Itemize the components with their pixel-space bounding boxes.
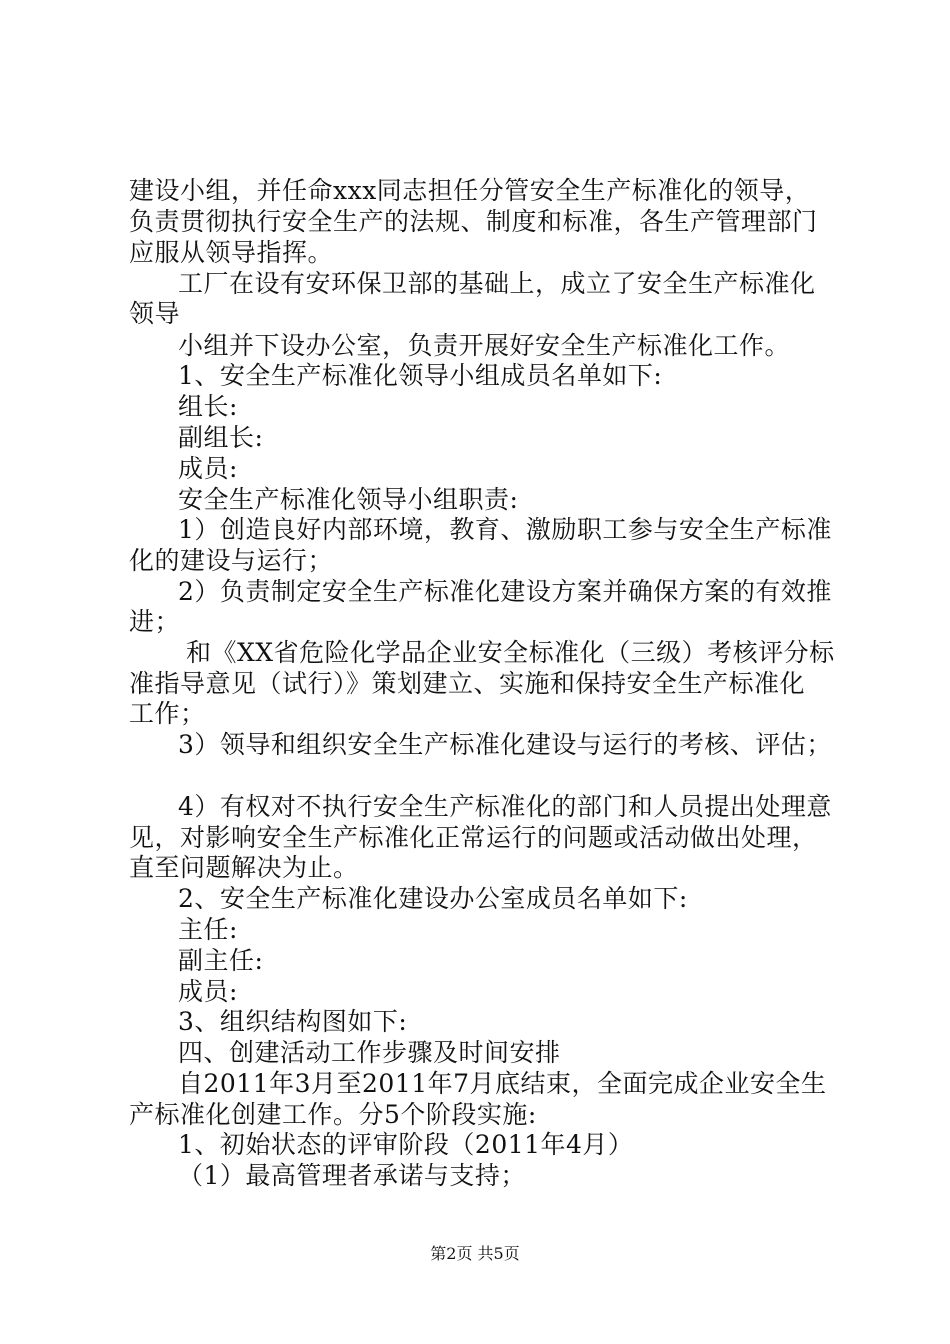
body-text-line: 4）有权对不执行安全生产标准化的部门和人员提出处理意 bbox=[178, 792, 832, 821]
body-text-line: 直至问题解决为止。 bbox=[129, 853, 359, 882]
body-text-line: 建设小组，并任命xxx同志担任分管安全生产标准化的领导， bbox=[129, 176, 811, 205]
body-text-line: 自2011年3月至2011年7月底结束，全面完成企业安全生 bbox=[178, 1069, 827, 1098]
body-text-line: 领导 bbox=[129, 299, 181, 328]
page-number-footer: 第2页 共5页 bbox=[430, 1244, 520, 1263]
body-text-line: 主任: bbox=[178, 915, 238, 944]
body-text-line: 安全生产标准化领导小组职责: bbox=[178, 485, 519, 514]
body-text-line: 见，对影响安全生产标准化正常运行的问题或活动做出处理， bbox=[129, 823, 818, 852]
body-text-line: 工作； bbox=[129, 699, 206, 728]
body-text-line: 负责贯彻执行安全生产的法规、制度和标准，各生产管理部门 bbox=[129, 207, 818, 236]
body-text-line: 3）领导和组织安全生产标准化建设与运行的考核、评估； bbox=[178, 730, 832, 759]
body-text-line: 应服从领导指挥。 bbox=[129, 238, 334, 267]
body-text-line: 副主任: bbox=[178, 946, 264, 975]
body-text-line: 成员: bbox=[178, 977, 238, 1006]
body-text-line: （1）最高管理者承诺与支持； bbox=[178, 1161, 526, 1190]
body-text-line: 副组长: bbox=[178, 423, 264, 452]
body-text-line: 产标准化创建工作。分5个阶段实施: bbox=[129, 1100, 537, 1129]
body-text-line: 化的建设与运行； bbox=[129, 546, 334, 575]
body-text-line: 进； bbox=[129, 607, 181, 636]
body-text-line: 工厂在设有安环保卫部的基础上，成立了安全生产标准化 bbox=[178, 269, 816, 298]
body-text-line: 和《XX省危险化学品企业安全标准化（三级）考核评分标 bbox=[186, 638, 835, 667]
body-text-line: 1）创造良好内部环境，教育、激励职工参与安全生产标准 bbox=[178, 515, 832, 544]
body-text-line: 3、组织结构图如下: bbox=[178, 1007, 408, 1036]
body-text-line: 组长: bbox=[178, 392, 238, 421]
body-text-line: 1、安全生产标准化领导小组成员名单如下: bbox=[178, 361, 663, 390]
section-heading: 四、创建活动工作步骤及时间安排 bbox=[178, 1038, 561, 1067]
body-text-line: 2）负责制定安全生产标准化建设方案并确保方案的有效推 bbox=[178, 577, 832, 606]
body-text-line: 成员: bbox=[178, 454, 238, 483]
body-text-line: 准指导意见（试行）》策划建立、实施和保持安全生产标准化 bbox=[129, 669, 806, 698]
body-text-line: 2、安全生产标准化建设办公室成员名单如下: bbox=[178, 884, 688, 913]
body-text-line: 小组并下设办公室，负责开展好安全生产标准化工作。 bbox=[178, 331, 791, 360]
body-text-line: 1、初始状态的评审阶段（2011年4月） bbox=[178, 1130, 634, 1159]
